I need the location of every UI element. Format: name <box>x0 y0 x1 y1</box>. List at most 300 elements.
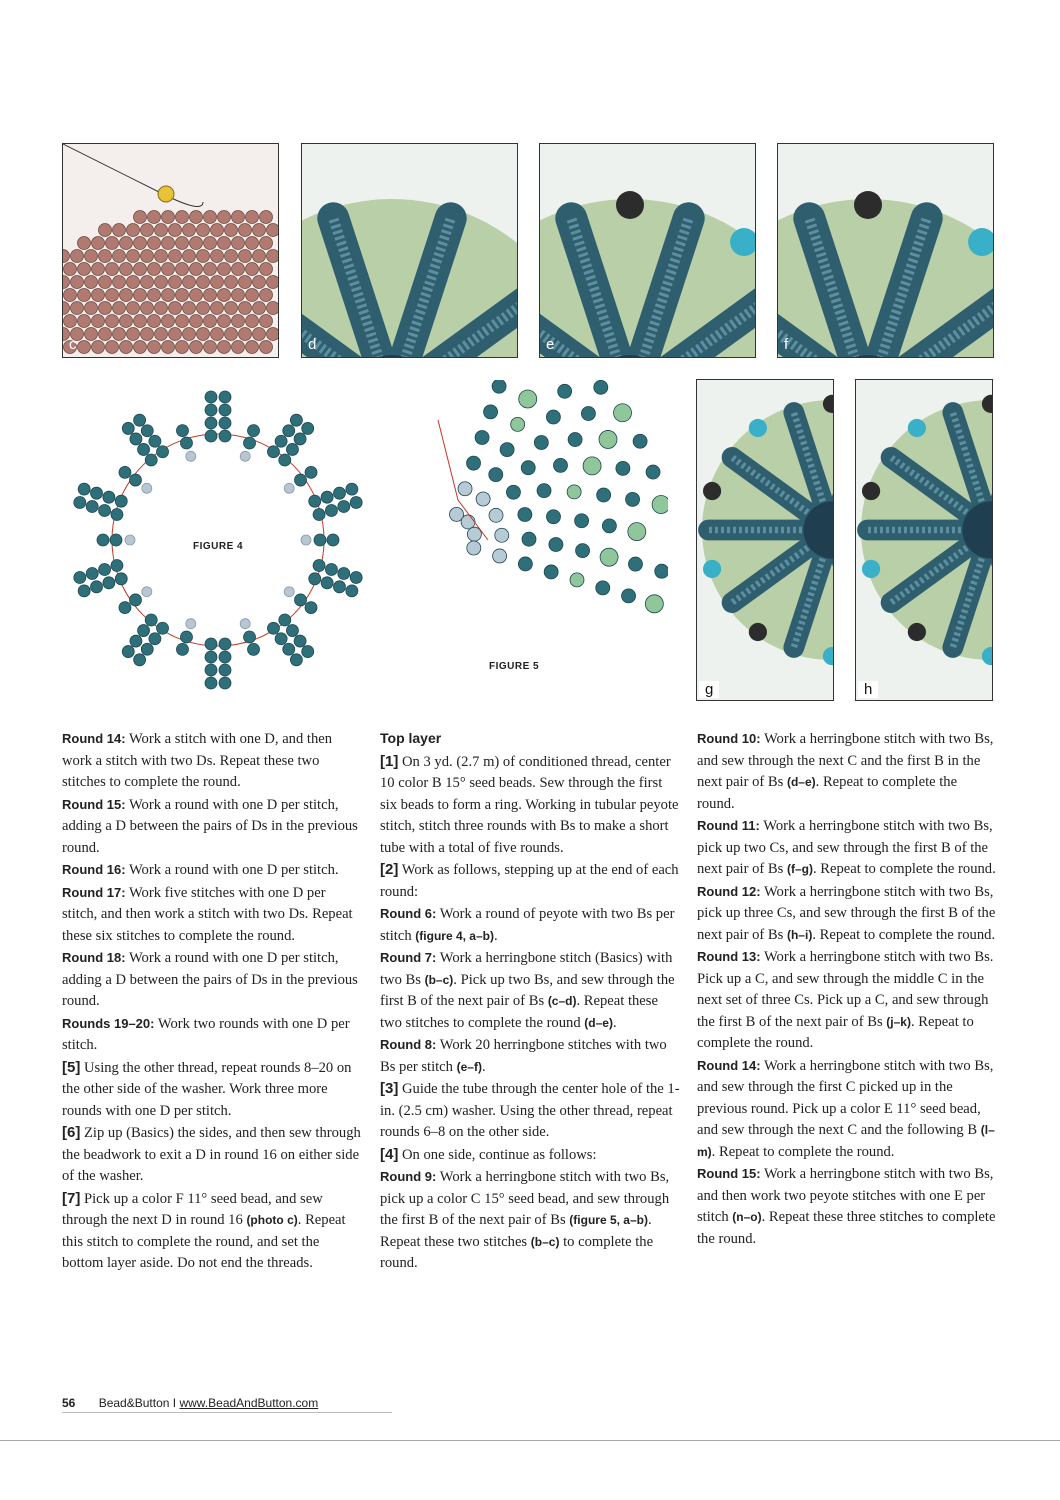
bead <box>129 474 141 486</box>
photo-f <box>777 143 994 358</box>
copper-bead <box>99 276 112 289</box>
bead <box>279 614 291 626</box>
round-heading: Round 10: <box>697 731 761 746</box>
photo-g <box>696 379 834 701</box>
round-heading: Round 7: <box>380 950 437 965</box>
copper-bead <box>267 224 280 237</box>
bead <box>492 380 506 393</box>
copper-bead <box>78 341 91 354</box>
bead <box>475 431 489 445</box>
body-text: Work a herringbone stitch with two Bs, and sew through the first C picked up in the previous round. Pick up a color E 11° seed bead, and sew through the next C and the following B <box>697 1057 994 1138</box>
copper-bead <box>176 211 189 224</box>
bead <box>313 559 325 571</box>
copper-bead <box>176 289 189 302</box>
bead <box>205 391 217 403</box>
paragraph <box>62 794 362 860</box>
bead <box>346 585 358 597</box>
copper-bead <box>148 263 161 276</box>
accent-bead <box>862 560 880 578</box>
paragraph <box>62 1013 362 1057</box>
round-heading: Rounds 19–20: <box>62 1015 155 1031</box>
accent-bead <box>703 560 721 578</box>
copper-bead <box>267 250 280 263</box>
bead <box>205 404 217 416</box>
copper-bead <box>99 250 112 263</box>
inner-bead <box>240 619 250 629</box>
body-text: Work a herringbone stitch with two Bs, pick up two Cs, and sew through the first B of the next pair of Bs <box>697 818 993 877</box>
bead <box>325 505 337 517</box>
round-heading: Round 18: <box>62 950 126 965</box>
bead <box>511 417 525 431</box>
bead <box>115 573 127 585</box>
copper-bead <box>225 224 238 237</box>
bead <box>91 487 103 499</box>
beadwork-star-image <box>697 380 834 701</box>
footer-rule <box>62 1412 392 1413</box>
bead <box>145 454 157 466</box>
copper-bead <box>148 237 161 250</box>
body-text: On 3 yd. (2.7 m) of conditioned thread, center 10 color B 15° seed beads. Sew through the first six beads to form a ring. Working in tubular peyote stitch, stitch three rounds with Bs to make a short tube with a total of five rounds. <box>380 753 679 856</box>
bead <box>290 654 302 666</box>
copper-bead <box>99 328 112 341</box>
bead <box>219 677 231 689</box>
bead <box>205 638 217 650</box>
copper-bead <box>176 315 189 328</box>
figure-reference: (b–c) <box>424 972 454 987</box>
copper-bead <box>134 263 147 276</box>
bead <box>655 564 668 578</box>
figure-reference: (f–g) <box>786 862 813 876</box>
copper-bead <box>218 341 231 354</box>
copper-bead <box>260 341 273 354</box>
copper-bead <box>267 302 280 315</box>
copper-bead <box>113 328 126 341</box>
body-text: Work a herringbone stitch with two Bs, and sew through the next C and the first B in the next pair of Bs <box>697 731 994 790</box>
figure-reference: (j–k) <box>886 1014 911 1029</box>
paragraph <box>697 946 997 1055</box>
copper-bead <box>197 224 210 237</box>
bead <box>205 430 217 442</box>
figure-reference: (h–i) <box>786 927 813 942</box>
figure-reference: (d–e) <box>584 1015 613 1030</box>
copper-bead <box>141 276 154 289</box>
bead <box>581 406 595 420</box>
paragraph <box>62 947 362 1013</box>
bead <box>458 482 472 496</box>
accent-bead <box>908 419 926 437</box>
bead <box>495 528 509 542</box>
copper-bead <box>99 302 112 315</box>
photo-e <box>539 143 756 358</box>
copper-bead <box>204 315 217 328</box>
copper-bead <box>92 289 105 302</box>
bead <box>602 519 616 533</box>
copper-bead <box>190 315 203 328</box>
bead <box>350 572 362 584</box>
bead <box>134 654 146 666</box>
body-text: . Repeat to complete the round. <box>812 861 996 877</box>
bead <box>122 646 134 658</box>
body-text: Work a round with one D per stitch, adding a D between the pairs of Ds in the previous round. <box>62 950 358 1009</box>
bead <box>575 514 589 528</box>
text-column-2 <box>380 728 680 1275</box>
copper-bead <box>169 302 182 315</box>
body-text: to complete the round. <box>380 1233 654 1271</box>
bead <box>309 573 321 585</box>
paragraph <box>380 903 680 947</box>
copper-bead <box>232 237 245 250</box>
copper-bead <box>113 250 126 263</box>
bead <box>180 437 192 449</box>
bead <box>141 425 153 437</box>
copper-bead <box>169 224 182 237</box>
bead <box>219 417 231 429</box>
bead <box>467 456 481 470</box>
copper-bead <box>197 302 210 315</box>
bead <box>534 435 548 449</box>
beadwork-star-image <box>302 144 518 358</box>
copper-bead <box>78 263 91 276</box>
paragraph <box>380 728 680 751</box>
body-text: Work 20 herringbone stitches with two Bs per stitch <box>380 1037 667 1075</box>
copper-bead <box>78 237 91 250</box>
copper-bead <box>246 237 259 250</box>
gold-bead <box>158 186 174 202</box>
beadwork-star-image <box>778 144 994 358</box>
copper-bead <box>176 341 189 354</box>
paragraph <box>697 728 997 815</box>
bead <box>537 484 551 498</box>
copper-bead <box>260 211 273 224</box>
copper-bead <box>78 289 91 302</box>
bead <box>461 515 475 529</box>
copper-bead <box>169 276 182 289</box>
copper-bead <box>162 289 175 302</box>
bead <box>476 492 490 506</box>
copper-bead <box>64 315 77 328</box>
copper-bead <box>246 263 259 276</box>
copper-bead <box>155 250 168 263</box>
copper-bead <box>218 315 231 328</box>
copper-bead <box>225 328 238 341</box>
copper-bead <box>148 211 161 224</box>
body-text: Work a round of peyote with two Bs per stitch <box>380 906 675 944</box>
body-text: Work a round with one D per stitch. <box>125 862 339 878</box>
body-text: Work a herringbone stitch with two Bs. Pick up a C, and sew through the middle C in the next set of three Cs. Pick up a C, and sew through the first B of the next pair of Bs <box>697 949 994 1030</box>
bead <box>244 437 256 449</box>
step-number: [5] <box>62 1058 81 1076</box>
copper-bead <box>127 224 140 237</box>
copper-bead <box>204 263 217 276</box>
paragraph <box>697 1055 997 1164</box>
copper-bead <box>267 276 280 289</box>
copper-bead <box>155 276 168 289</box>
copper-bead <box>141 328 154 341</box>
bead <box>628 523 646 541</box>
body-text: . Repeat to complete the round. <box>697 1013 974 1051</box>
website-link[interactable]: www.BeadAndButton.com <box>179 1396 319 1410</box>
bead <box>119 602 131 614</box>
copper-bead <box>63 276 70 289</box>
copper-bead <box>120 289 133 302</box>
copper-bead <box>190 263 203 276</box>
copper-bead <box>260 237 273 250</box>
copper-bead <box>218 237 231 250</box>
round-heading: Round 15: <box>62 796 126 812</box>
copper-bead <box>155 224 168 237</box>
bead <box>518 557 532 571</box>
copper-bead <box>204 237 217 250</box>
bead <box>122 422 134 434</box>
copper-bead <box>141 224 154 237</box>
round-heading: Round 16: <box>62 862 126 877</box>
bead <box>333 487 345 499</box>
body-text: . Repeat this stitch to complete the round, and set the bottom layer aside. Do not end the threads. <box>62 1212 346 1271</box>
copper-bead <box>169 250 182 263</box>
copper-beadwork-image <box>63 144 279 358</box>
paragraph <box>62 728 362 794</box>
copper-bead <box>232 315 245 328</box>
bead <box>489 468 503 482</box>
body-text: Guide the tube through the center hole of the 1-in. (2.5 cm) washer. Using the other thread, repeat rounds 6–8 on the other side. <box>380 1081 680 1140</box>
bead <box>103 577 115 589</box>
bead <box>302 422 314 434</box>
copper-bead <box>148 341 161 354</box>
copper-bead <box>232 211 245 224</box>
bead <box>350 496 362 508</box>
bead <box>314 534 326 546</box>
page-bottom-rule <box>0 1440 1060 1441</box>
copper-bead <box>218 263 231 276</box>
copper-bead <box>106 315 119 328</box>
bead <box>568 433 582 447</box>
bead <box>267 446 279 458</box>
bead <box>86 500 98 512</box>
bead <box>219 404 231 416</box>
body-text: . Repeat these two stitches <box>380 1212 652 1250</box>
bead <box>493 549 507 563</box>
copper-bead <box>162 211 175 224</box>
bead <box>549 537 563 551</box>
body-text: Work two rounds with one D per stitch. <box>62 1015 350 1053</box>
body-text: Work a herringbone stitch with two Bs, pick up a color C 15° seed bead, and sew through the first B of the next pair of Bs <box>380 1169 670 1228</box>
bead <box>294 433 306 445</box>
copper-bead <box>113 224 126 237</box>
bead <box>338 568 350 580</box>
body-text: On one side, continue as follows: <box>398 1146 597 1163</box>
bead <box>244 631 256 643</box>
copper-bead <box>218 211 231 224</box>
bead <box>294 635 306 647</box>
bead <box>302 646 314 658</box>
bead <box>78 483 90 495</box>
copper-bead <box>134 237 147 250</box>
photo-label-e: e <box>546 336 555 353</box>
bead <box>597 488 611 502</box>
bead <box>652 496 668 514</box>
bead <box>283 425 295 437</box>
photo-c <box>62 143 279 358</box>
bead <box>594 380 608 394</box>
copper-bead <box>211 302 224 315</box>
bead <box>521 461 535 475</box>
figure-reference: (l–m) <box>697 1123 995 1159</box>
beadwork-star-image <box>856 380 993 701</box>
figure-5-caption: FIGURE 5 <box>489 661 540 672</box>
copper-bead <box>155 328 168 341</box>
copper-bead <box>169 328 182 341</box>
copper-bead <box>85 276 98 289</box>
bead <box>78 585 90 597</box>
figure-5-diagram <box>398 380 668 660</box>
copper-bead <box>246 341 259 354</box>
bead <box>570 573 584 587</box>
bead <box>286 625 298 637</box>
copper-bead <box>71 250 84 263</box>
bead <box>616 461 630 475</box>
figure-reference: (figure 4, a–b) <box>415 928 494 943</box>
copper-bead <box>148 315 161 328</box>
copper-bead <box>239 224 252 237</box>
copper-bead <box>211 224 224 237</box>
round-heading: Round 12: <box>697 883 761 899</box>
bead <box>600 548 618 566</box>
bead <box>489 508 503 522</box>
step-number: [1] <box>380 752 399 770</box>
copper-bead <box>71 302 84 315</box>
paragraph <box>62 859 362 882</box>
bead <box>219 651 231 663</box>
copper-bead <box>197 276 210 289</box>
bead <box>205 677 217 689</box>
copper-bead <box>120 263 133 276</box>
bead <box>115 495 127 507</box>
copper-bead <box>141 302 154 315</box>
body-text: . Repeat to complete the round. <box>711 1143 895 1160</box>
bead <box>646 465 660 479</box>
bead <box>596 581 610 595</box>
copper-bead <box>120 315 133 328</box>
paragraph <box>380 751 680 860</box>
paragraph <box>380 1166 680 1275</box>
body-text: . Repeat to complete the round. <box>697 774 958 812</box>
copper-bead <box>253 302 266 315</box>
bead <box>576 544 590 558</box>
copper-bead <box>232 341 245 354</box>
copper-bead <box>260 289 273 302</box>
copper-bead <box>197 328 210 341</box>
copper-bead <box>253 276 266 289</box>
paragraph <box>380 1034 680 1078</box>
bead <box>149 633 161 645</box>
figure-reference: (photo c) <box>246 1213 298 1227</box>
bead <box>275 435 287 447</box>
body-text: Zip up (Basics) the sides, and then sew through the beadwork to exit a D in round 16 on either side of the washer. <box>62 1125 361 1184</box>
copper-bead <box>225 250 238 263</box>
bead <box>628 557 642 571</box>
bead <box>321 577 333 589</box>
photo-d <box>301 143 518 358</box>
inner-bead <box>186 451 196 461</box>
magazine-name: Bead&Button <box>98 1396 170 1410</box>
bead <box>248 425 260 437</box>
copper-bead <box>92 263 105 276</box>
copper-bead <box>211 276 224 289</box>
inner-bead <box>186 619 196 629</box>
copper-bead <box>218 289 231 302</box>
bead <box>275 633 287 645</box>
photo-label-f: f <box>784 336 789 353</box>
copper-bead <box>134 315 147 328</box>
copper-bead <box>239 328 252 341</box>
copper-bead <box>239 250 252 263</box>
round-heading: Round 11: <box>697 818 760 833</box>
body-text: Work a herringbone stitch with two Bs, and then work two peyote stitches with one E per stitch <box>697 1166 994 1225</box>
copper-bead <box>225 302 238 315</box>
paragraph <box>697 1163 997 1250</box>
copper-bead <box>190 211 203 224</box>
bead <box>145 614 157 626</box>
bead <box>86 568 98 580</box>
bead <box>467 541 481 555</box>
bead <box>157 446 169 458</box>
copper-bead <box>134 211 147 224</box>
photo-label-d: d <box>308 336 317 353</box>
photo-label-h: h <box>858 681 878 698</box>
bead <box>248 643 260 655</box>
text-column-3 <box>697 728 997 1250</box>
paragraph <box>380 859 680 903</box>
body-text: . <box>481 1058 486 1075</box>
copper-bead <box>246 315 259 328</box>
body-text: . Repeat these three stitches to complete the round. <box>697 1209 996 1247</box>
copper-bead <box>204 211 217 224</box>
paragraph <box>62 1122 362 1188</box>
bead <box>313 509 325 521</box>
body-text: Using the other thread, repeat rounds 8–20 on the other side of the washer. Work three more rounds with one D per stitch. <box>62 1059 352 1119</box>
copper-bead <box>246 289 259 302</box>
copper-bead <box>211 250 224 263</box>
bead <box>130 433 142 445</box>
body-text: Work a herringbone stitch with two Bs, pick up three Cs, and sew through the first B of the next pair of Bs <box>697 883 996 943</box>
bead <box>157 622 169 634</box>
copper-bead <box>127 250 140 263</box>
copper-bead <box>225 276 238 289</box>
paragraph <box>380 947 680 1034</box>
copper-bead <box>120 237 133 250</box>
bead <box>333 581 345 593</box>
copper-bead <box>64 263 77 276</box>
bead <box>327 534 339 546</box>
copper-bead <box>92 341 105 354</box>
bead <box>219 664 231 676</box>
accent-bead <box>854 191 882 219</box>
copper-bead <box>232 289 245 302</box>
photo-h <box>855 379 993 701</box>
accent-bead <box>616 191 644 219</box>
copper-bead <box>106 237 119 250</box>
round-heading: Round 14: <box>697 1057 761 1073</box>
copper-bead <box>204 341 217 354</box>
section-heading: Top layer <box>380 730 442 746</box>
copper-bead <box>239 302 252 315</box>
bead <box>544 565 558 579</box>
bead <box>103 491 115 503</box>
copper-bead <box>183 328 196 341</box>
inner-bead <box>284 483 294 493</box>
bead <box>346 483 358 495</box>
bead <box>546 510 560 524</box>
